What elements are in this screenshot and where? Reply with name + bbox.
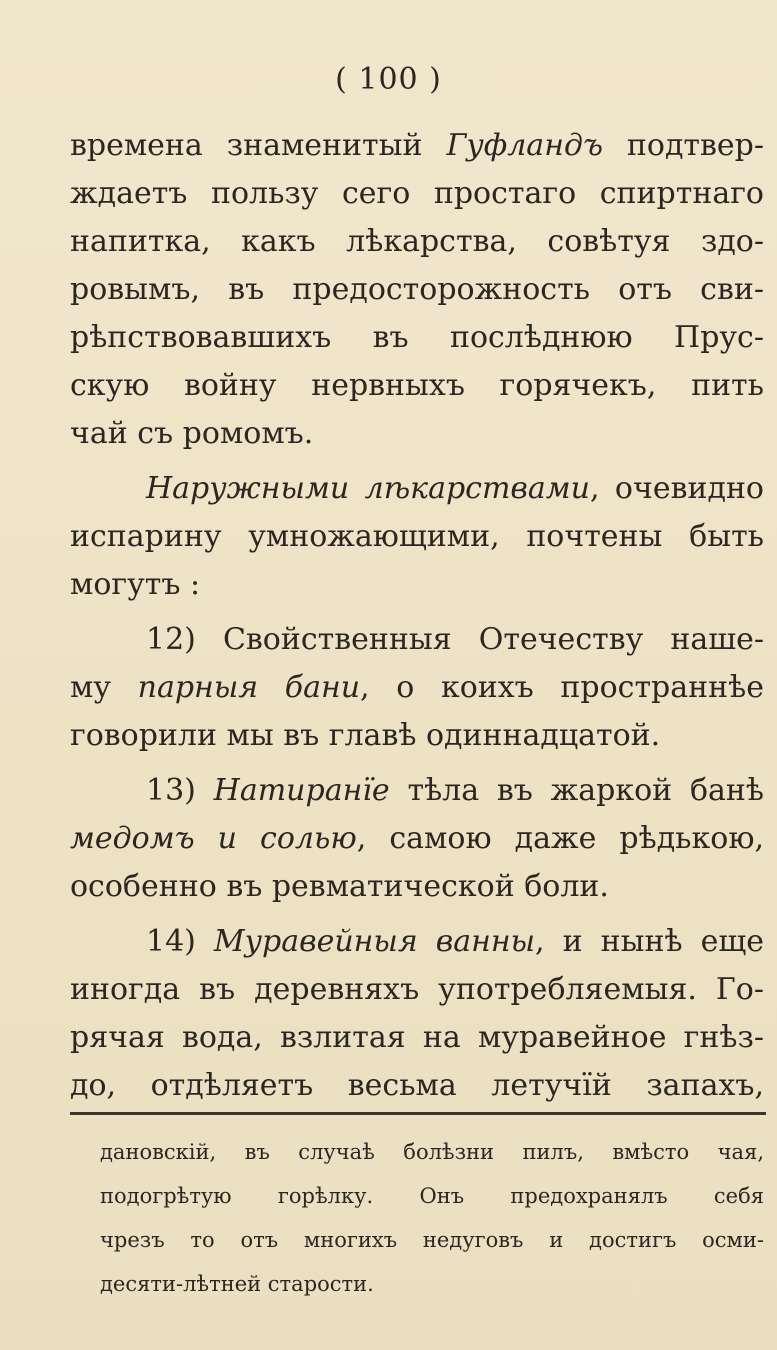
italic-term: Натиранїе: [213, 773, 390, 808]
text-line: 12) Свойственныя Отечеству наше-: [146, 622, 764, 657]
text-line: говорили мы въ главѣ одиннадцатой.: [70, 718, 661, 753]
italic-term: парныя бани: [137, 670, 361, 705]
text-line: [70, 767, 764, 815]
italic-term: Муравейныя ванны: [213, 924, 536, 959]
text-line: могутъ :: [70, 567, 201, 602]
footnote-line: десяти-лѣтней старости.: [100, 1272, 374, 1296]
text-line: чай съ ромомъ.: [70, 416, 314, 451]
text-line: [70, 815, 764, 863]
text-run: , самою даже рѣдькою,: [356, 821, 764, 856]
text-run: времена знаменитый: [70, 128, 447, 163]
text-line: напитка, какъ лѣкарства, совѣтуя здо-: [70, 224, 764, 259]
footnote-divider: [70, 1112, 766, 1115]
text-run: му: [70, 670, 138, 705]
italic-term: медомъ и солью: [70, 821, 357, 856]
text-line: [70, 122, 764, 170]
footnote-line: чрезъ то отъ многихъ недуговъ и достигъ осми-: [100, 1228, 764, 1252]
main-text: [70, 122, 764, 1110]
text-line: особенно въ ревматической боли.: [70, 869, 609, 904]
page-number: ( 100 ): [335, 62, 442, 97]
text-line: рѣпствовавшихъ въ послѣднюю Прус-: [70, 320, 764, 355]
text-run: 13): [146, 773, 214, 808]
footnote-line: дановскій, въ случаѣ болѣзни пилъ, вмѣсто чая,: [100, 1140, 764, 1164]
footnote-line: подогрѣтую горѣлку. Онъ предохранялъ себя: [100, 1184, 764, 1208]
footnote: [100, 1130, 764, 1306]
text-run: 14): [146, 924, 214, 959]
text-run: , очевидно: [589, 471, 764, 506]
text-line: ждаетъ пользу сего простаго спиртнаго: [70, 176, 764, 211]
text-line: испарину умножающими, почтены быть: [70, 519, 764, 554]
italic-term: Наружными лѣкарствами: [146, 471, 590, 506]
text-line: скую войну нервныхъ горячекъ, пить: [70, 368, 764, 403]
text-line: до, отдѣляетъ весьма летучїй запахъ,: [70, 1068, 764, 1103]
name-gufland: Гуфландъ: [446, 128, 603, 163]
text-line: [70, 918, 764, 966]
text-line: ровымъ, въ предосторожность отъ сви-: [70, 272, 764, 307]
text-line: [70, 465, 764, 513]
text-run: подтвер-: [602, 128, 764, 163]
text-line: [70, 664, 764, 712]
text-run: , и нынѣ еще: [535, 924, 764, 959]
text-run: , о коихъ пространнѣе: [360, 670, 764, 705]
text-run: тѣла въ жаркой банѣ: [389, 773, 764, 808]
text-line: рячая вода, взлитая на муравейное гнѣз-: [70, 1020, 764, 1055]
text-line: иногда въ деревняхъ употребляемыя. Го-: [70, 972, 764, 1007]
